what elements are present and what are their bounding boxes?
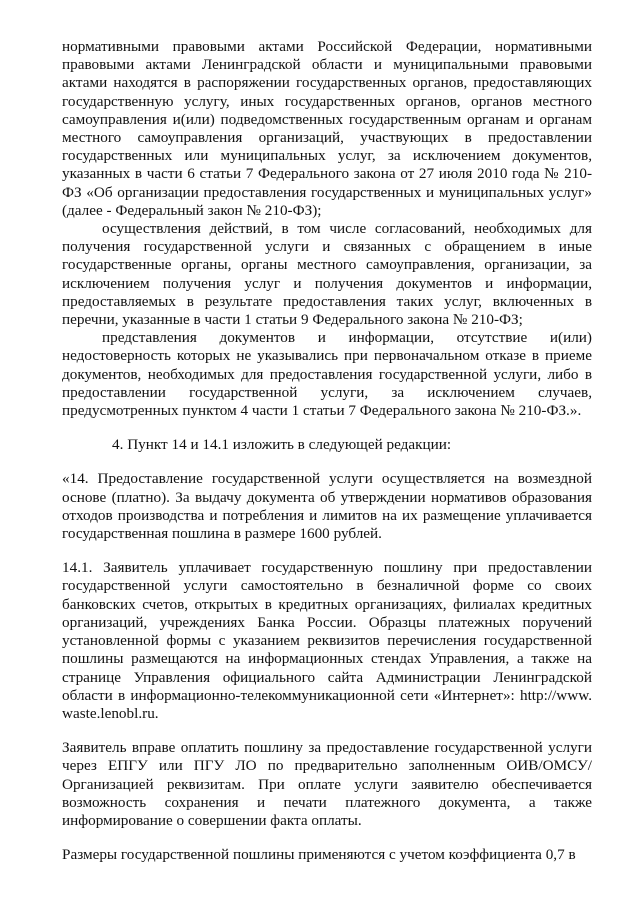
paragraph-documents: представления документов и информации, отсутствие и(или) недостоверность которых не указывались при первоначальном отказе в приеме документов, необходимых для предоставления государственной услуги, либо в предоставлении государственной услуги, за исключением случаев, предусмотренных пунктом 4 части 1 статьи 7 Федерального закона № 210-ФЗ.». xyxy=(62,329,592,420)
paragraph-payment: Заявитель вправе оплатить пошлину за предоставление государственной услуги через ЕПГУ или ПГУ ЛО по предварительно заполненным ОИВ/ОМСУ/Организацией реквизитам. При оплате услуги заявителю обеспечивается возможность сохранения и печати платежного документа, а также информирование о совершении факта оплаты. xyxy=(62,739,592,829)
paragraph-14-1: 14.1. Заявитель уплачивает государственную пошлину при предоставлении государственной услуги самостоятельно в безналичной форме со своих банковских счетов, открытых в кредитных организациях, филиалах кредитных организаций, учреждениях Банка России. Образцы платежных поручений установленной формы с указанием реквизитов перечисления государственной пошлины размещаются на информационных стендах Управления, а также на странице Управления официального сайта Администрации Ленинградской области в информационно-телекоммуникационной сети «Интернет»: http://www. waste.lenobl.ru. xyxy=(62,559,592,722)
list-item-4: 4. Пункт 14 и 14.1 изложить в следующей редакции: xyxy=(112,436,452,454)
paragraph-fee-sizes: Размеры государственной пошлины применяются с учетом коэффициента 0,7 в xyxy=(62,846,576,864)
paragraph-actions: осуществления действий, в том числе согласований, необходимых для получения государственной услуги и связанных с обращением в иные государственные органы, органы местного самоуправления, организации, за исключением получения услуг и получения документов и информации, предоставляемых в результате предоставления таких услуг, включенных в перечни, указанные в части 1 статьи 9 Федерального закона № 210-ФЗ; xyxy=(62,220,592,329)
paragraph-14: «14. Предоставление государственной услуги осуществляется на возмездной основе (платно). За выдачу документа об утверждении нормативов образования отходов производства и потребления и лимитов на их размещение уплачивается государственная пошлина в размере 1600 рублей. xyxy=(62,470,592,543)
paragraph-continuation: нормативными правовыми актами Российской Федерации, нормативными правовыми актами Ленинградской области и муниципальными правовыми актами находятся в распоряжении государственных органов, предоставляющих государственную услугу, иных государственных органов, органов местного самоуправления и(или) подведомственных государственным органам и органам местного самоуправления организаций, участвующих в предоставлении государственных или муниципальных услуг, за исключением документов, указанных в части 6 статьи 7 Федерального закона от 27 июля 2010 года № 210-ФЗ «Об организации предоставления государственных и муниципальных услуг» (далее - Федеральный закон № 210-ФЗ); xyxy=(62,38,592,219)
